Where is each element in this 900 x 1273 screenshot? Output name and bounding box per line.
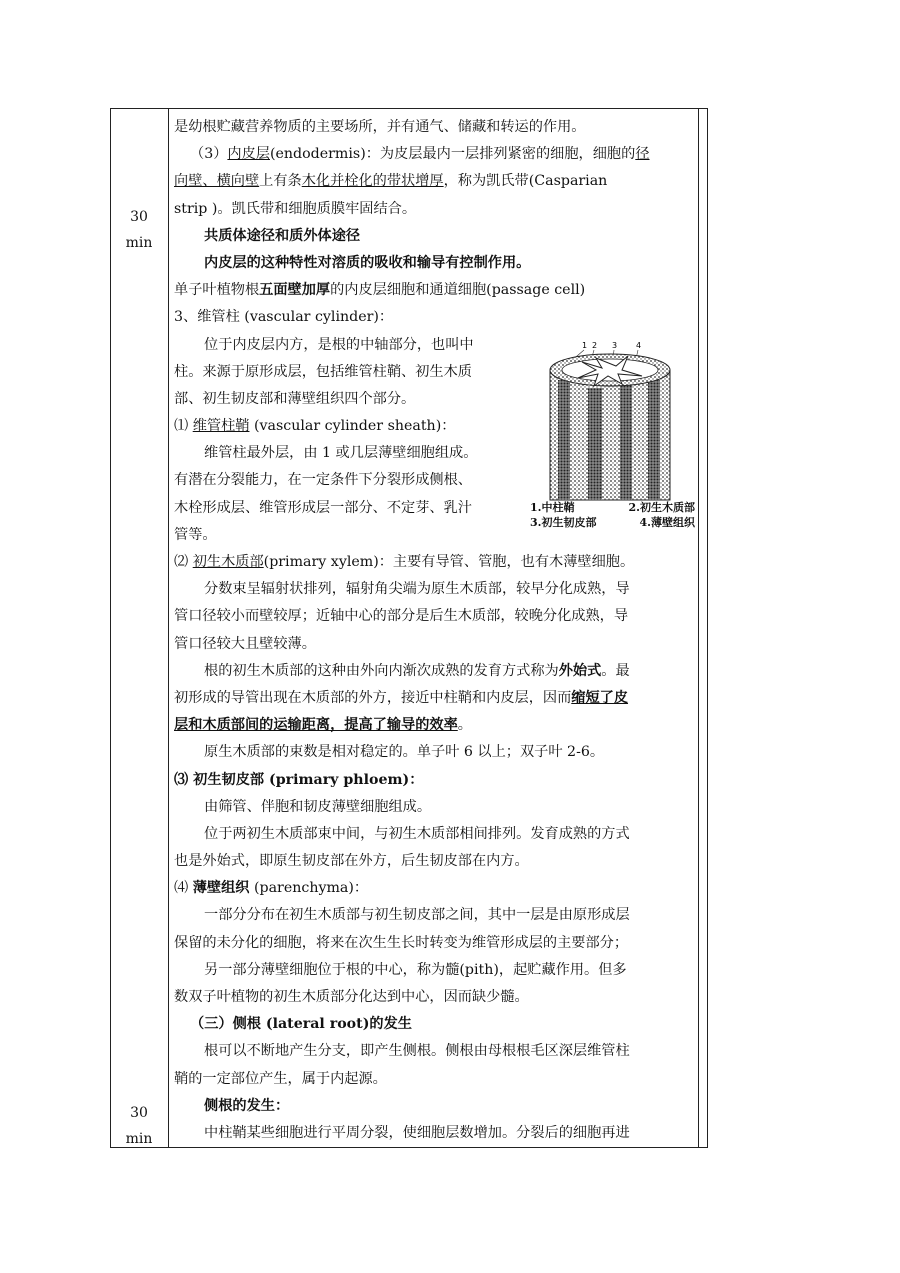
- text-line: 侧根的发生：: [204, 1097, 290, 1114]
- text-line: 管口径较小而壁较厚；近轴中心的部分是后生木质部，较晚分化成熟，导: [174, 608, 629, 625]
- text-line: 也是外始式，即原生韧皮部在外方，后生韧皮部在内方。: [174, 853, 529, 870]
- text-line: 保留的未分化的细胞，将来在次生生长时转变为维管形成层的主要部分；: [174, 934, 629, 951]
- time-label-1: 30 min: [125, 209, 153, 251]
- column-divider-right: [698, 108, 699, 1148]
- lesson-content: [174, 114, 692, 1147]
- text-line: 原生木质部的束数是相对稳定的。单子叶 6 以上；双子叶 2-6。: [204, 744, 605, 761]
- time-label-2: 30 min: [125, 1105, 153, 1147]
- text-line: 维管柱最外层，由 1 或几层薄壁细胞组成。: [204, 445, 478, 462]
- text-line: 柱。来源于原形成层，包括维管柱鞘、初生木质: [174, 363, 472, 380]
- text-line: 位于内皮层内方，是根的中轴部分，也叫中: [204, 336, 474, 353]
- caption-primary-phloem: 3.初生韧皮部: [530, 516, 597, 529]
- text-line: 根的初生木质部的这种由外向内渐次成熟的发育方式称为外始式。最: [204, 662, 630, 679]
- parenchyma-heading: ⑷ 薄壁组织 (parenchyma)：: [174, 880, 369, 897]
- text-line: 管等。: [174, 526, 217, 543]
- text-line: 单子叶植物根五面壁加厚的内皮层细胞和通道细胞(passage cell): [174, 282, 586, 299]
- figure-number-2: 2: [592, 341, 598, 350]
- caption-parenchyma: 4.薄壁组织: [639, 516, 695, 529]
- figure-number-3: 3: [612, 341, 618, 350]
- text-line: 部、初生韧皮部和薄壁组织四个部分。: [174, 390, 416, 407]
- text-line: 位于两初生木质部束中间，与初生木质部相间排列。发育成熟的方式: [204, 825, 630, 842]
- text-line: 根可以不断地产生分支，即产生侧根。侧根由母根根毛区深层维管柱: [204, 1043, 630, 1060]
- text-line: 鞘的一定部位产生，属于内起源。: [174, 1070, 387, 1087]
- figure-number-1: 1: [582, 341, 588, 350]
- text-line: 一部分分布在初生木质部与初生韧皮部之间，其中一层是由原形成层: [204, 907, 630, 924]
- endodermis-heading: （3）内皮层(endodermis)：为皮层最内一层排列紧密的细胞，细胞的径: [190, 146, 650, 163]
- text-line: 层和木质部间的运输距离，提高了输导的效率。: [174, 717, 472, 734]
- text-line: 内皮层的这种特性对溶质的吸收和输导有控制作用。: [204, 254, 531, 271]
- text-line: 由筛管、伴胞和韧皮薄壁细胞组成。: [204, 798, 432, 815]
- text-line: 是幼根贮藏营养物质的主要场所，并有通气、储藏和转运的作用。: [174, 119, 586, 135]
- pericycle-heading: ⑴ 维管柱鞘 (vascular cylinder sheath)：: [174, 418, 456, 435]
- text-line: 初形成的导管出现在木质部的外方，接近中柱鞘和内皮层，因而缩短了皮: [174, 689, 629, 706]
- phloem-heading: ⑶ 初生韧皮部 (primary phloem)：: [174, 771, 424, 788]
- lateral-root-heading: （三）侧根 (lateral root)的发生: [190, 1016, 412, 1033]
- column-divider-left: [168, 108, 169, 1148]
- text-line: 向壁、横向壁上有条木化并栓化的带状增厚，称为凯氏带(Casparian: [174, 173, 608, 190]
- text-line: 共质体途径和质外体途径: [204, 227, 361, 244]
- text-line: 数双子叶植物的初生木质部分化达到中心，因而缺少髓。: [174, 989, 529, 1005]
- text-line: strip )。凯氏带和细胞质膜牢固结合。: [174, 200, 417, 217]
- text-line: 管口径较大且壁较薄。: [174, 635, 316, 652]
- caption-primary-xylem: 2.初生木质部: [628, 501, 695, 514]
- figure-number-4: 4: [636, 341, 642, 350]
- text-line: 有潜在分裂能力，在一定条件下分裂形成侧根、: [174, 472, 472, 489]
- text-line: 分数束呈辐射状排列，辐射角尖端为原生木质部，较早分化成熟，导: [204, 581, 630, 598]
- caption-pericycle: 1.中柱鞘: [530, 501, 575, 514]
- text-line: 另一部分薄壁细胞位于根的中心，称为髓(pith)，起贮藏作用。但多: [204, 961, 627, 978]
- section-heading: 3、维管柱 (vascular cylinder)：: [174, 309, 394, 326]
- text-line: 木栓形成层、维管形成层一部分、不定芽、乳汁: [174, 499, 472, 516]
- text-line: 中柱鞘某些细胞进行平周分裂，使细胞层数增加。分裂后的细胞再进: [204, 1124, 630, 1141]
- xylem-heading: ⑵ 初生木质部(primary xylem)：主要有导管、管胞，也有木薄壁细胞。: [174, 554, 635, 570]
